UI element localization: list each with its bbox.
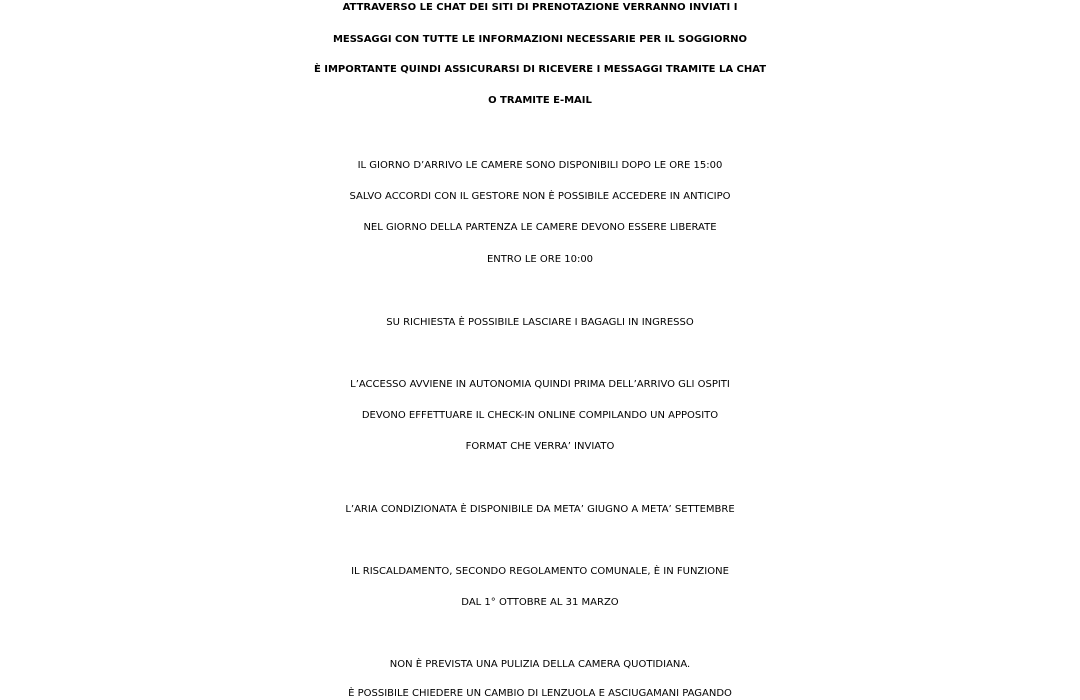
intro-line: O TRAMITE E-MAIL [488,95,592,106]
text-line: NON È PREVISTA UNA PULIZIA DELLA CAMERA QUOTIDIANA. [389,659,691,670]
text-line: ENTRO LE ORE 10:00 [486,254,594,265]
text-line: SU RICHIESTA È POSSIBILE LASCIARE I BAGAGLI IN INGRESSO [386,317,694,328]
text-line: FORMAT CHE VERRA’ INVIATO [465,441,615,452]
text-line: SALVO ACCORDI CON IL GESTORE NON È POSSIBILE ACCEDERE IN ANTICIPO [349,191,731,202]
text-line: È POSSIBILE CHIEDERE UN CAMBIO DI LENZUOLA E ASCIUGAMANI PAGANDO [348,688,732,699]
intro-line: MESSAGGI CON TUTTE LE INFORMAZIONI NECESSARIE PER IL SOGGIORNO [332,34,748,45]
text-line: L’ACCESSO AVVIENE IN AUTONOMIA QUINDI PRIMA DELL’ARRIVO GLI OSPITI [350,379,730,390]
text-line: DAL 1° OTTOBRE AL 31 MARZO [461,597,619,608]
text-line: NEL GIORNO DELLA PARTENZA LE CAMERE DEVONO ESSERE LIBERATE [363,222,717,233]
intro-line: È IMPORTANTE QUINDI ASSICURARSI DI RICEVERE I MESSAGGI TRAMITE LA CHAT [313,64,767,75]
text-line: IL RISCALDAMENTO, SECONDO REGOLAMENTO COMUNALE, È IN FUNZIONE [351,566,729,577]
intro-line: ATTRAVERSO LE CHAT DEI SITI DI PRENOTAZIONE VERRANNO INVIATI I [342,2,738,13]
text-line: L’ARIA CONDIZIONATA È DISPONIBILE DA META’ GIUGNO A META’ SETTEMBRE [345,504,735,515]
text-line: IL GIORNO D’ARRIVO LE CAMERE SONO DISPONIBILI DOPO LE ORE 15:00 [357,160,723,171]
text-line: DEVONO EFFETTUARE IL CHECK-IN ONLINE COMPILANDO UN APPOSITO [361,410,719,421]
